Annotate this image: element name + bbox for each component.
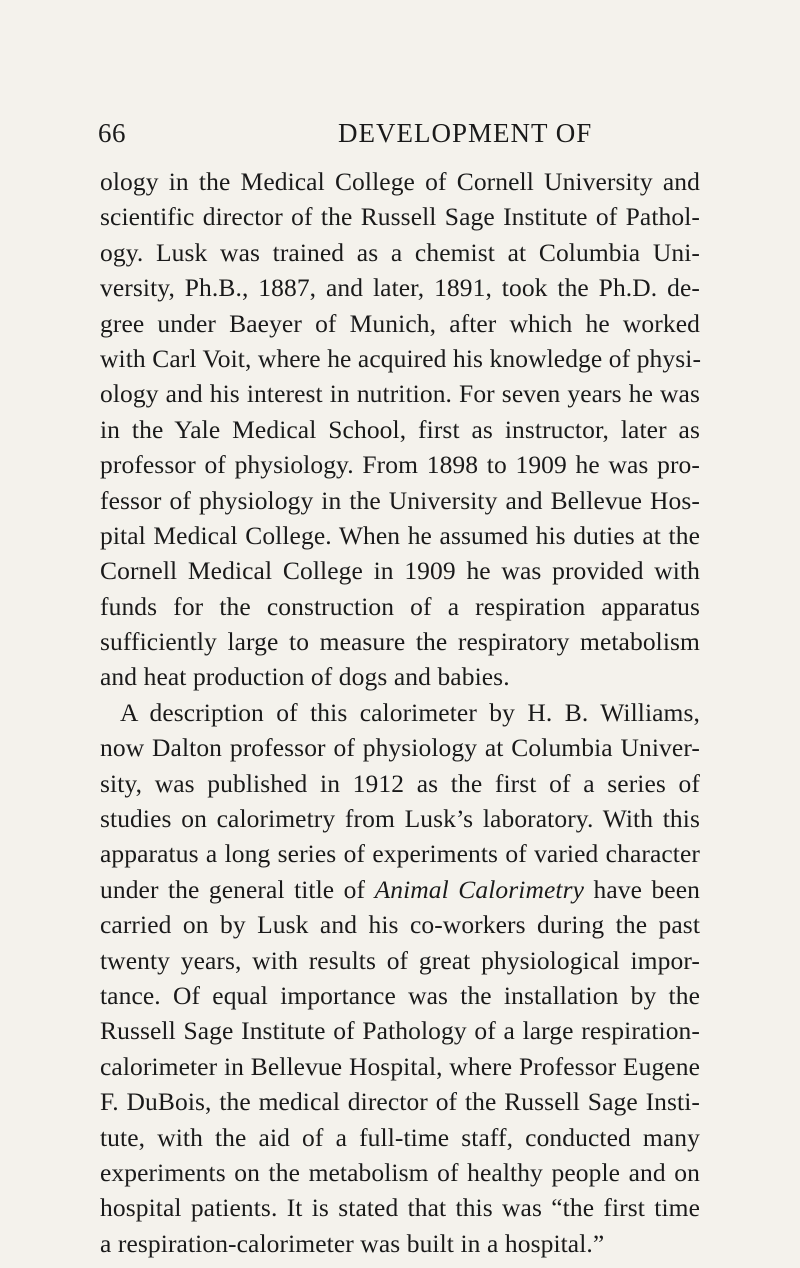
text-line-with-italic-title bbox=[100, 872, 700, 907]
page-number: 66 bbox=[98, 118, 126, 148]
text-segment: under the general title of bbox=[100, 874, 366, 904]
text-line: versity, Ph.B., 1887, and later, 1891, took the Ph.D. de- bbox=[100, 273, 700, 303]
body-text bbox=[100, 164, 700, 1261]
text-line: now Dalton professor of physiology at Columbia Univer- bbox=[100, 733, 700, 763]
text-line: calorimeter in Bellevue Hospital, where Professor Eugene bbox=[100, 1051, 700, 1081]
text-line: tute, with the aid of a full-time staff, conducted many bbox=[100, 1122, 700, 1152]
text-line: tance. Of equal importance was the installation by the bbox=[100, 980, 700, 1010]
text-line: ology in the Medical College of Cornell University and bbox=[100, 167, 700, 196]
text-line: studies on calorimetry from Lusk’s laboratory. With this bbox=[100, 804, 700, 834]
running-title: DEVELOPMENT OF bbox=[338, 118, 593, 148]
text-line: professor of physiology. From 1898 to 1909 he was pro- bbox=[100, 450, 700, 480]
text-line: Russell Sage Institute of Pathology of a large respiration- bbox=[100, 1016, 700, 1046]
text-line: sufficiently large to measure the respiratory metabolism bbox=[100, 627, 700, 657]
text-line: scientific director of the Russell Sage Institute of Pathol- bbox=[100, 202, 700, 232]
text-line: a respiration-calorimeter was built in a hospital.” bbox=[100, 1228, 605, 1258]
text-line: ogy. Lusk was trained as a chemist at Columbia Uni- bbox=[100, 237, 700, 267]
text-line: Cornell Medical College in 1909 he was provided with bbox=[100, 556, 700, 586]
text-line: F. DuBois, the medical director of the Russell Sage Insti- bbox=[100, 1087, 700, 1117]
italic-book-title: Animal Calorimetry bbox=[374, 874, 585, 904]
text-line: in the Yale Medical School, first as instructor, later as bbox=[100, 414, 700, 444]
text-line: experiments on the metabolism of healthy people and on bbox=[100, 1157, 700, 1187]
running-head bbox=[98, 113, 698, 153]
text-line: ology and his interest in nutrition. For seven years he was bbox=[100, 379, 700, 409]
text-line: twenty years, with results of great physiological impor- bbox=[100, 945, 700, 975]
text-line: carried on by Lusk and his co-workers during the past bbox=[100, 910, 700, 940]
text-line: hospital patients. It is stated that this was “the first time bbox=[100, 1193, 700, 1223]
text-line: gree under Baeyer of Munich, after which he worked bbox=[100, 308, 700, 338]
text-line: funds for the construction of a respiration apparatus bbox=[100, 591, 700, 621]
text-segment: have been bbox=[593, 874, 700, 904]
text-line: and heat production of dogs and babies. bbox=[100, 662, 510, 692]
text-line: fessor of physiology in the University and Bellevue Hos- bbox=[100, 485, 700, 515]
text-line: A description of this calorimeter by H. B. Williams, bbox=[120, 697, 700, 727]
text-line: apparatus a long series of experiments of varied character bbox=[100, 839, 700, 869]
text-line: sity, was published in 1912 as the first of a series of bbox=[100, 768, 700, 798]
text-line: with Carl Voit, where he acquired his knowledge of physi- bbox=[100, 343, 702, 373]
text-line: pital Medical College. When he assumed his duties at the bbox=[100, 520, 700, 550]
